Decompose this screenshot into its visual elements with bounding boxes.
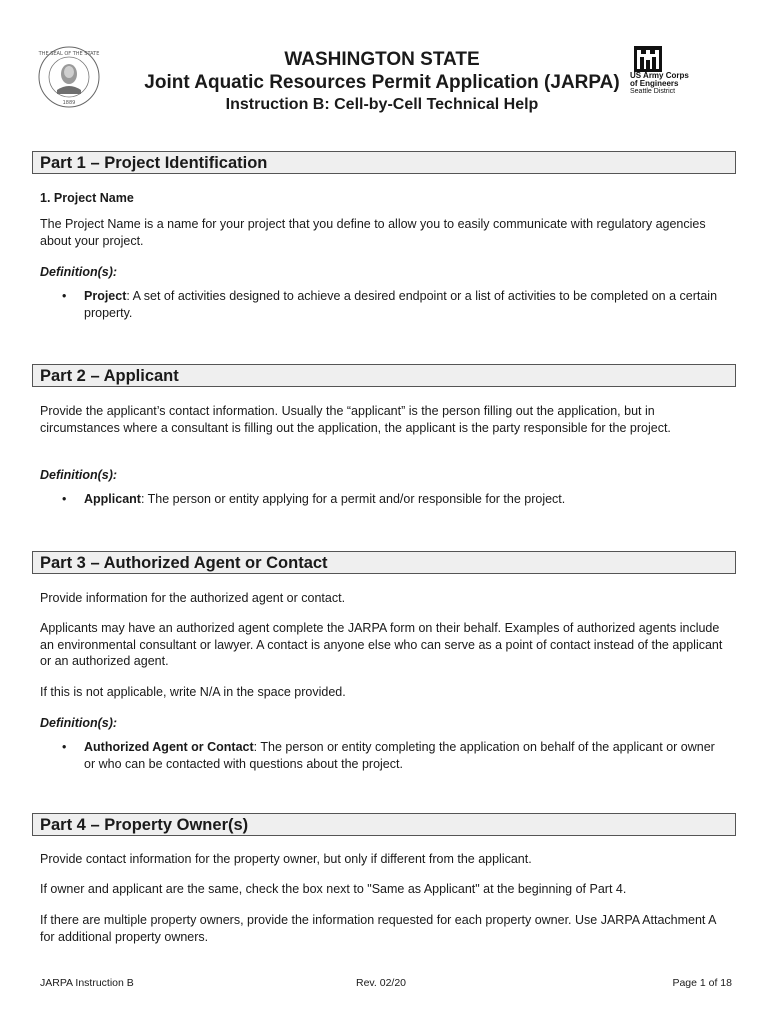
part1-paragraph: The Project Name is a name for your project that you define to allow you to easily communicate with regulatory agencies about your project. [40, 217, 706, 248]
part1-definition-item [84, 288, 724, 321]
footer-page-number: Page 1 of 18 [672, 977, 732, 989]
bullet-icon: • [62, 492, 67, 506]
svg-text:THE SEAL OF THE STATE: THE SEAL OF THE STATE [38, 51, 100, 57]
header-state: WASHINGTON STATE [284, 49, 480, 70]
definition-text: : A set of activities designed to achieve a desired endpoint or a list of activities to be completed on a certain property. [84, 289, 718, 320]
definition-term: Authorized Agent or Contact [84, 740, 254, 754]
bullet-icon: • [62, 289, 67, 303]
bullet-icon: • [62, 740, 67, 754]
header-subtitle: Instruction B: Cell-by-Cell Technical Help [225, 96, 539, 113]
definition-text: : The person or entity completing the application on behalf of the applicant or owner or who can be contacted with questions about the project. [84, 740, 715, 771]
part3-paragraph-1: Provide information for the authorized agent or contact. [40, 591, 346, 605]
part2-definitions-label: Definition(s): [40, 468, 118, 482]
part3-definition-item [84, 739, 724, 772]
header-title: Joint Aquatic Resources Permit Application (JARPA) [144, 72, 620, 93]
part3-paragraph-2: Applicants may have an authorized agent complete the JARPA form on their behalf. Examples of authorized agents include an environmental consultant or lawyer. A contact is anyone else who can serve as a point of contact instead of the applicant or an authorized agent. [40, 621, 723, 668]
part1-subheading: 1. Project Name [40, 191, 134, 205]
footer-doc-name: JARPA Instruction B [40, 977, 134, 989]
part4-paragraph-3: If there are multiple property owners, provide the information requested for each property owner. Use JARPA Attachment A for additional property owners. [40, 913, 716, 944]
part1-definitions-label: Definition(s): [40, 265, 118, 279]
part2-heading: Part 2 – Applicant [32, 364, 736, 387]
part4-paragraph-2: If owner and applicant are the same, check the box next to "Same as Applicant" at the beginning of Part 4. [40, 882, 627, 896]
usace-line3: Seattle District [630, 88, 676, 95]
usace-line2: of Engineers [630, 79, 679, 88]
part3-paragraph-3: If this is not applicable, write N/A in the space provided. [40, 685, 346, 699]
part2-definition-item [84, 491, 724, 508]
part2-paragraph: Provide the applicant’s contact information. Usually the “applicant” is the person filling out the application, but in circumstances where a consultant is filling out the application, the applicant is the party responsible for the project. [40, 404, 671, 435]
usace-line1: US Army Corps [630, 71, 689, 80]
part4-heading: Part 4 – Property Owner(s) [32, 813, 736, 836]
part3-heading: Part 3 – Authorized Agent or Contact [32, 551, 736, 574]
definition-term: Project [84, 289, 127, 303]
part4-paragraph-1: Provide contact information for the property owner, but only if different from the applicant. [40, 852, 532, 866]
part1-heading: Part 1 – Project Identification [32, 151, 736, 174]
svg-text:1889: 1889 [62, 100, 76, 106]
definition-text: : The person or entity applying for a permit and/or responsible for the project. [140, 492, 566, 506]
definition-term: Applicant [84, 492, 141, 506]
part3-definitions-label: Definition(s): [40, 716, 118, 730]
footer-revision: Rev. 02/20 [356, 977, 407, 989]
